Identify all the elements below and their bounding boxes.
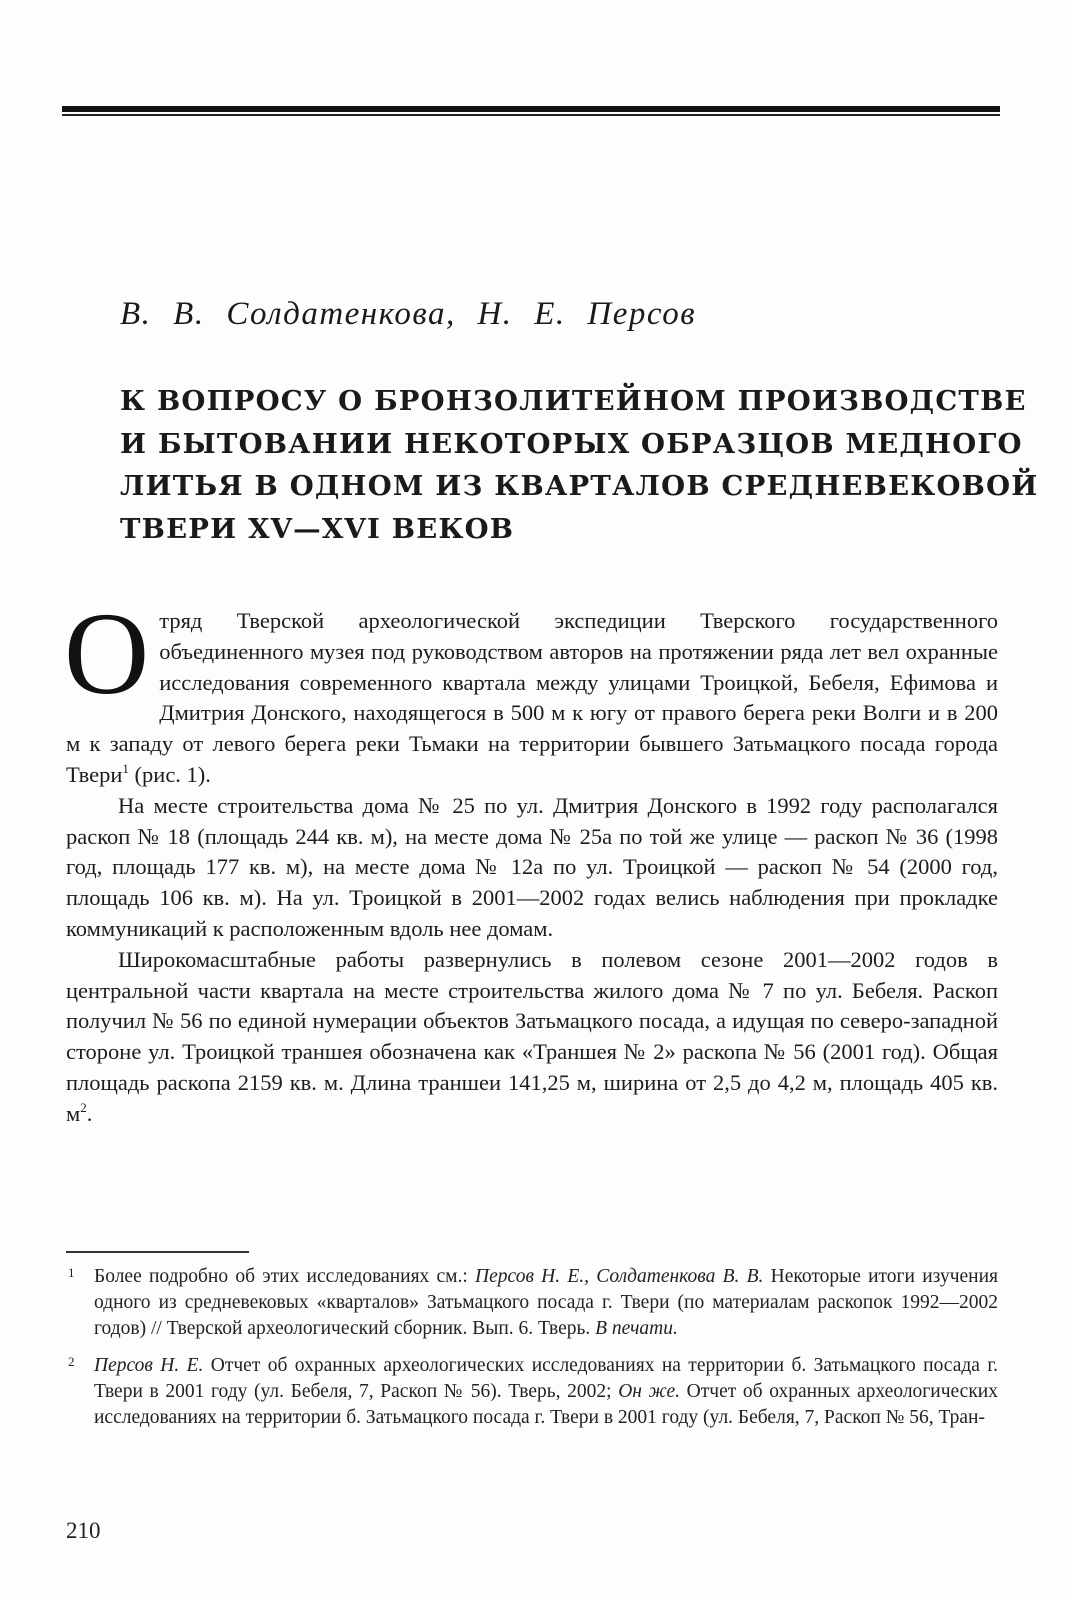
article-authors: В. В. Солдатенкова, Н. Е. Персов [120, 296, 697, 332]
title-line: К ВОПРОСУ О БРОНЗОЛИТЕЙНОМ ПРОИЗВОДСТВЕ [120, 385, 1027, 417]
footnotes [66, 1264, 998, 1441]
paragraph-3-text: Широкомасштабные работы развернулись в полевом сезоне 2001—2002 годов в центральной части квартала на месте строительства жилого дома № 7 по ул. Бебеля. Раскоп получил № 56 по единой нумерации объектов Затьмацкого посада, а идущая по северо-западной стороне ул. Троицкой траншея обозначена как «Траншея № 2» раскопа № 56 (2001 год). Общая площадь раскопа 2159 кв. м. Длина траншеи 141,25 м, ширина от 2,5 до 4,2 м, площадь 405 кв. м [66, 946, 998, 1126]
paragraph-3-end: . [86, 1100, 93, 1126]
footnote-separator [66, 1251, 249, 1253]
footnote-italic: Он же. [618, 1380, 681, 1402]
footnote-number: 1 [68, 1265, 75, 1280]
footnote-text: Отчет об охранных археологических исследованиях на территории б. Затьмацкого посада г. Твери в 2001 году (ул. Бебеля, 7, Раскоп № 56, Тран- [94, 1380, 998, 1429]
paragraph-1-text: тряд Тверской археологической экспедиции Тверского государственного объединенного музея под руководством авторов на протяжении ряда лет вел охранные исследования современного квартала между улицами Троицкой, Бебеля, Ефимова и Дмитрия Донского, находящегося в 500 м к югу от правого берега реки Волги и в 200 м к западу от левого берега реки Тьмаки на территории бывшего Затьмацкого посада города Твери [66, 608, 998, 787]
article-body [64, 588, 998, 1130]
footnote-1 [66, 1264, 998, 1343]
header-rule-thick [62, 106, 1000, 112]
footnote-italic: Персов Н. Е. [94, 1354, 204, 1376]
paragraph-1-end: (рис. 1). [128, 761, 211, 787]
title-line: И БЫТОВАНИИ НЕКОТОРЫХ ОБРАЗЦОВ МЕДНОГО [120, 427, 1023, 460]
footnote-2 [66, 1353, 998, 1432]
title-line: ТВЕРИ XV—XVI ВЕКОВ [120, 512, 515, 545]
footnote-italic: В печати. [595, 1318, 678, 1340]
footnote-ref-2[interactable]: 2 [80, 1099, 87, 1115]
title-line: ЛИТЬЯ В ОДНОМ ИЗ КВАРТАЛОВ СРЕДНЕВЕКОВОЙ [120, 470, 1039, 502]
paragraph-2: На месте строительства дома № 25 по ул. Дмитрия Донского в 1992 году располагался раскоп № 18 (площадь 244 кв. м), на месте дома № 25а по той же улице — раскоп № 36 (1998 год, площадь 177 кв. м), на месте дома № 12а по ул. Троицкой — раскоп № 54 (2000 год, площадь 106 кв. м). На ул. Троицкой в 2001—2002 годах велись наблюдения при прокладке коммуникаций к расположенным вдоль нее домам. [66, 792, 998, 941]
header-rule-thin [62, 114, 1000, 116]
drop-cap: О [64, 588, 150, 719]
footnote-italic: Персов Н. Е., Солдатенкова В. В. [475, 1266, 764, 1287]
footnote-text: Более подробно об этих исследованиях см.: [94, 1266, 476, 1287]
article-title [120, 380, 1039, 550]
paragraph-3 [66, 945, 998, 1130]
footnote-ref-1[interactable]: 1 [122, 760, 129, 776]
paragraph-1 [64, 588, 998, 791]
footnote-text: Отчет об охранных археологических исследованиях на территории б. Затьмацкого посада г. Твери в 2001 году (ул. Бебеля, 7, Раскоп № 56). Тверь, 2002; [94, 1354, 998, 1402]
footnote-text: Некоторые итоги изучения одного из средневековых «кварталов» Затьмацкого посада г. Твери (по материалам раскопок 1992—2002 годов) // Тверской археологический сборник. Вып. 6. Тверь. [94, 1266, 998, 1340]
page-number: 210 [66, 1518, 101, 1543]
footnote-number: 2 [68, 1353, 75, 1369]
